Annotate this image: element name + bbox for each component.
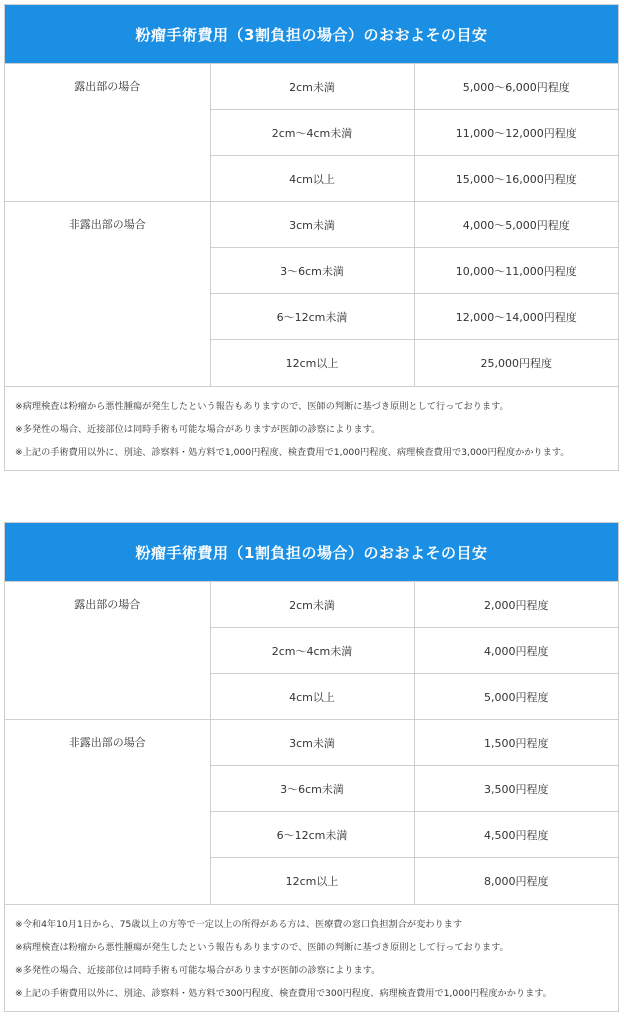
cost-table-body [5, 63, 618, 386]
table-row [5, 720, 618, 766]
size-cell: 3cm未満 [210, 720, 414, 766]
size-cell: 3～6cm未満 [210, 248, 414, 294]
table-row [5, 64, 618, 110]
size-cell: 3cm未満 [210, 202, 414, 248]
size-cell: 12cm以上 [210, 858, 414, 904]
price-cell: 15,000～16,000円程度 [414, 156, 618, 202]
price-cell: 1,500円程度 [414, 720, 618, 766]
size-cell: 2cm～4cm未満 [210, 110, 414, 156]
notes-block [5, 386, 618, 470]
note-item: ※上記の手術費用以外に、別途、診察料・処方料で300円程度、検査費用で300円程度、病理検査費用で1,000円程度かかります。 [15, 987, 552, 999]
price-cell: 11,000～12,000円程度 [414, 110, 618, 156]
note-item: ※令和4年10月1日から、75歳以上の方等で一定以上の所得がある方は、医療費の窓口負担割合が変わります [15, 918, 463, 930]
table-row [5, 202, 618, 248]
size-cell: 2cm未満 [210, 582, 414, 628]
note-item: ※病理検査は粉瘤から悪性腫瘍が発生したという報告もありますので、医師の判断に基づき原則として行っております。 [15, 941, 509, 953]
table-title: 粉瘤手術費用（1割負担の場合）のおおよその目安 [5, 523, 618, 581]
cost-table-3-wari [4, 4, 619, 471]
table-title: 粉瘤手術費用（3割負担の場合）のおおよその目安 [5, 5, 618, 63]
price-cell: 4,500円程度 [414, 812, 618, 858]
category-cell: 露出部の場合 [5, 582, 210, 720]
price-cell: 5,000円程度 [414, 674, 618, 720]
category-cell: 露出部の場合 [5, 64, 210, 202]
price-cell: 3,500円程度 [414, 766, 618, 812]
price-cell: 4,000円程度 [414, 628, 618, 674]
note-item: ※多発性の場合、近接部位は同時手術も可能な場合がありますが医師の診察によります。 [15, 964, 381, 976]
category-cell: 非露出部の場合 [5, 720, 210, 904]
note-item: ※上記の手術費用以外に、別途、診察料・処方料で1,000円程度、検査費用で1,000円程度、病理検査費用で3,000円程度かかります。 [15, 446, 570, 458]
price-cell: 5,000～6,000円程度 [414, 64, 618, 110]
price-cell: 2,000円程度 [414, 582, 618, 628]
price-cell: 4,000～5,000円程度 [414, 202, 618, 248]
category-cell: 非露出部の場合 [5, 202, 210, 386]
size-cell: 4cm以上 [210, 156, 414, 202]
price-cell: 12,000～14,000円程度 [414, 294, 618, 340]
price-cell: 10,000～11,000円程度 [414, 248, 618, 294]
note-item: ※病理検査は粉瘤から悪性腫瘍が発生したという報告もありますので、医師の判断に基づき原則として行っております。 [15, 400, 509, 412]
size-cell: 3～6cm未満 [210, 766, 414, 812]
size-cell: 6～12cm未満 [210, 812, 414, 858]
size-cell: 6～12cm未満 [210, 294, 414, 340]
price-cell: 8,000円程度 [414, 858, 618, 904]
price-cell: 25,000円程度 [414, 340, 618, 386]
size-cell: 2cm～4cm未満 [210, 628, 414, 674]
size-cell: 4cm以上 [210, 674, 414, 720]
table-row [5, 582, 618, 628]
cost-table-body [5, 581, 618, 904]
size-cell: 12cm以上 [210, 340, 414, 386]
note-item: ※多発性の場合、近接部位は同時手術も可能な場合がありますが医師の診察によります。 [15, 423, 381, 435]
size-cell: 2cm未満 [210, 64, 414, 110]
notes-block [5, 904, 618, 1011]
cost-table-1-wari [4, 522, 619, 1012]
